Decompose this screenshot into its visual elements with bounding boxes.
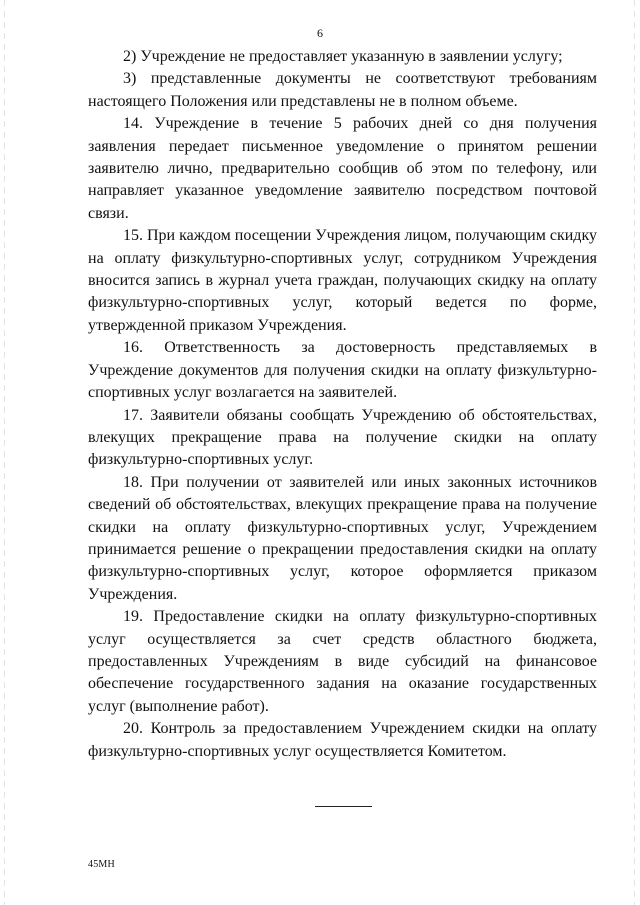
paragraph-clause-14: 14. Учреждение в течение 5 рабочих дней со дня получения заявления передает письменное уведомление о принятом решении заявителю лично, предварительно сообщив об этом по телефону, или направляет указанное уведомление заявителю посредством почтовой связи. [88,115,597,222]
scan-edge-right [634,0,635,905]
paragraph-clause-19: 19. Предоставление скидки на оплату физкультурно-спортивных услуг осуществляется за счет средств областного бюджета, предоставленных Учреждениям в виде субсидий на финансовое обеспечение государственного задания на оказание государственных услуг (выполнение работ). [88,608,597,715]
footer-document-code: 45МН [88,859,115,870]
paragraph-clause-16: 16. Ответственность за достоверность представляемых в Учреждение документов для получения скидки на оплату физкультурно-спортивных услуг возлагается на заявителей. [88,339,597,402]
page-number: 6 [317,26,323,40]
document-body [88,46,597,763]
end-separator-line [315,806,372,807]
paragraph-clause-15: 15. При каждом посещении Учреждения лицом, получающим скидку на оплату физкультурно-спортивных услуг, сотрудником Учреждения вносится запись в журнал учета граждан, получающих скидку на оплату физкультурно-спортивных услуг, который ведется по форме, утвержденной приказом Учреждения. [88,227,597,334]
paragraph-clause-20: 20. Контроль за предоставлением Учреждением скидки на оплату физкультурно-спортивных услуг осуществляется Комитетом. [88,720,597,760]
paragraph-clause-17: 17. Заявители обязаны сообщать Учреждению об обстоятельствах, влекущих прекращение права на получение скидки на оплату физкультурно-спортивных услуг. [88,406,597,469]
paragraph-item-2: 2) Учреждение не предоставляет указанную в заявлении услугу; [123,48,563,65]
paragraph-item-3: 3) представленные документы не соответствуют требованиям настоящего Положения или представлены не в полном объеме. [88,70,597,110]
scan-edge-left [4,0,5,905]
paragraph-clause-18: 18. При получении от заявителей или иных законных источников сведений об обстоятельствах, влекущих прекращение права на получение скидки на оплату физкультурно-спортивных услуг, Учреждением принимается решение о прекращении предоставления скидки на оплату физкультурно-спортивных услуг, которое оформляется приказом Учреждения. [88,473,597,603]
